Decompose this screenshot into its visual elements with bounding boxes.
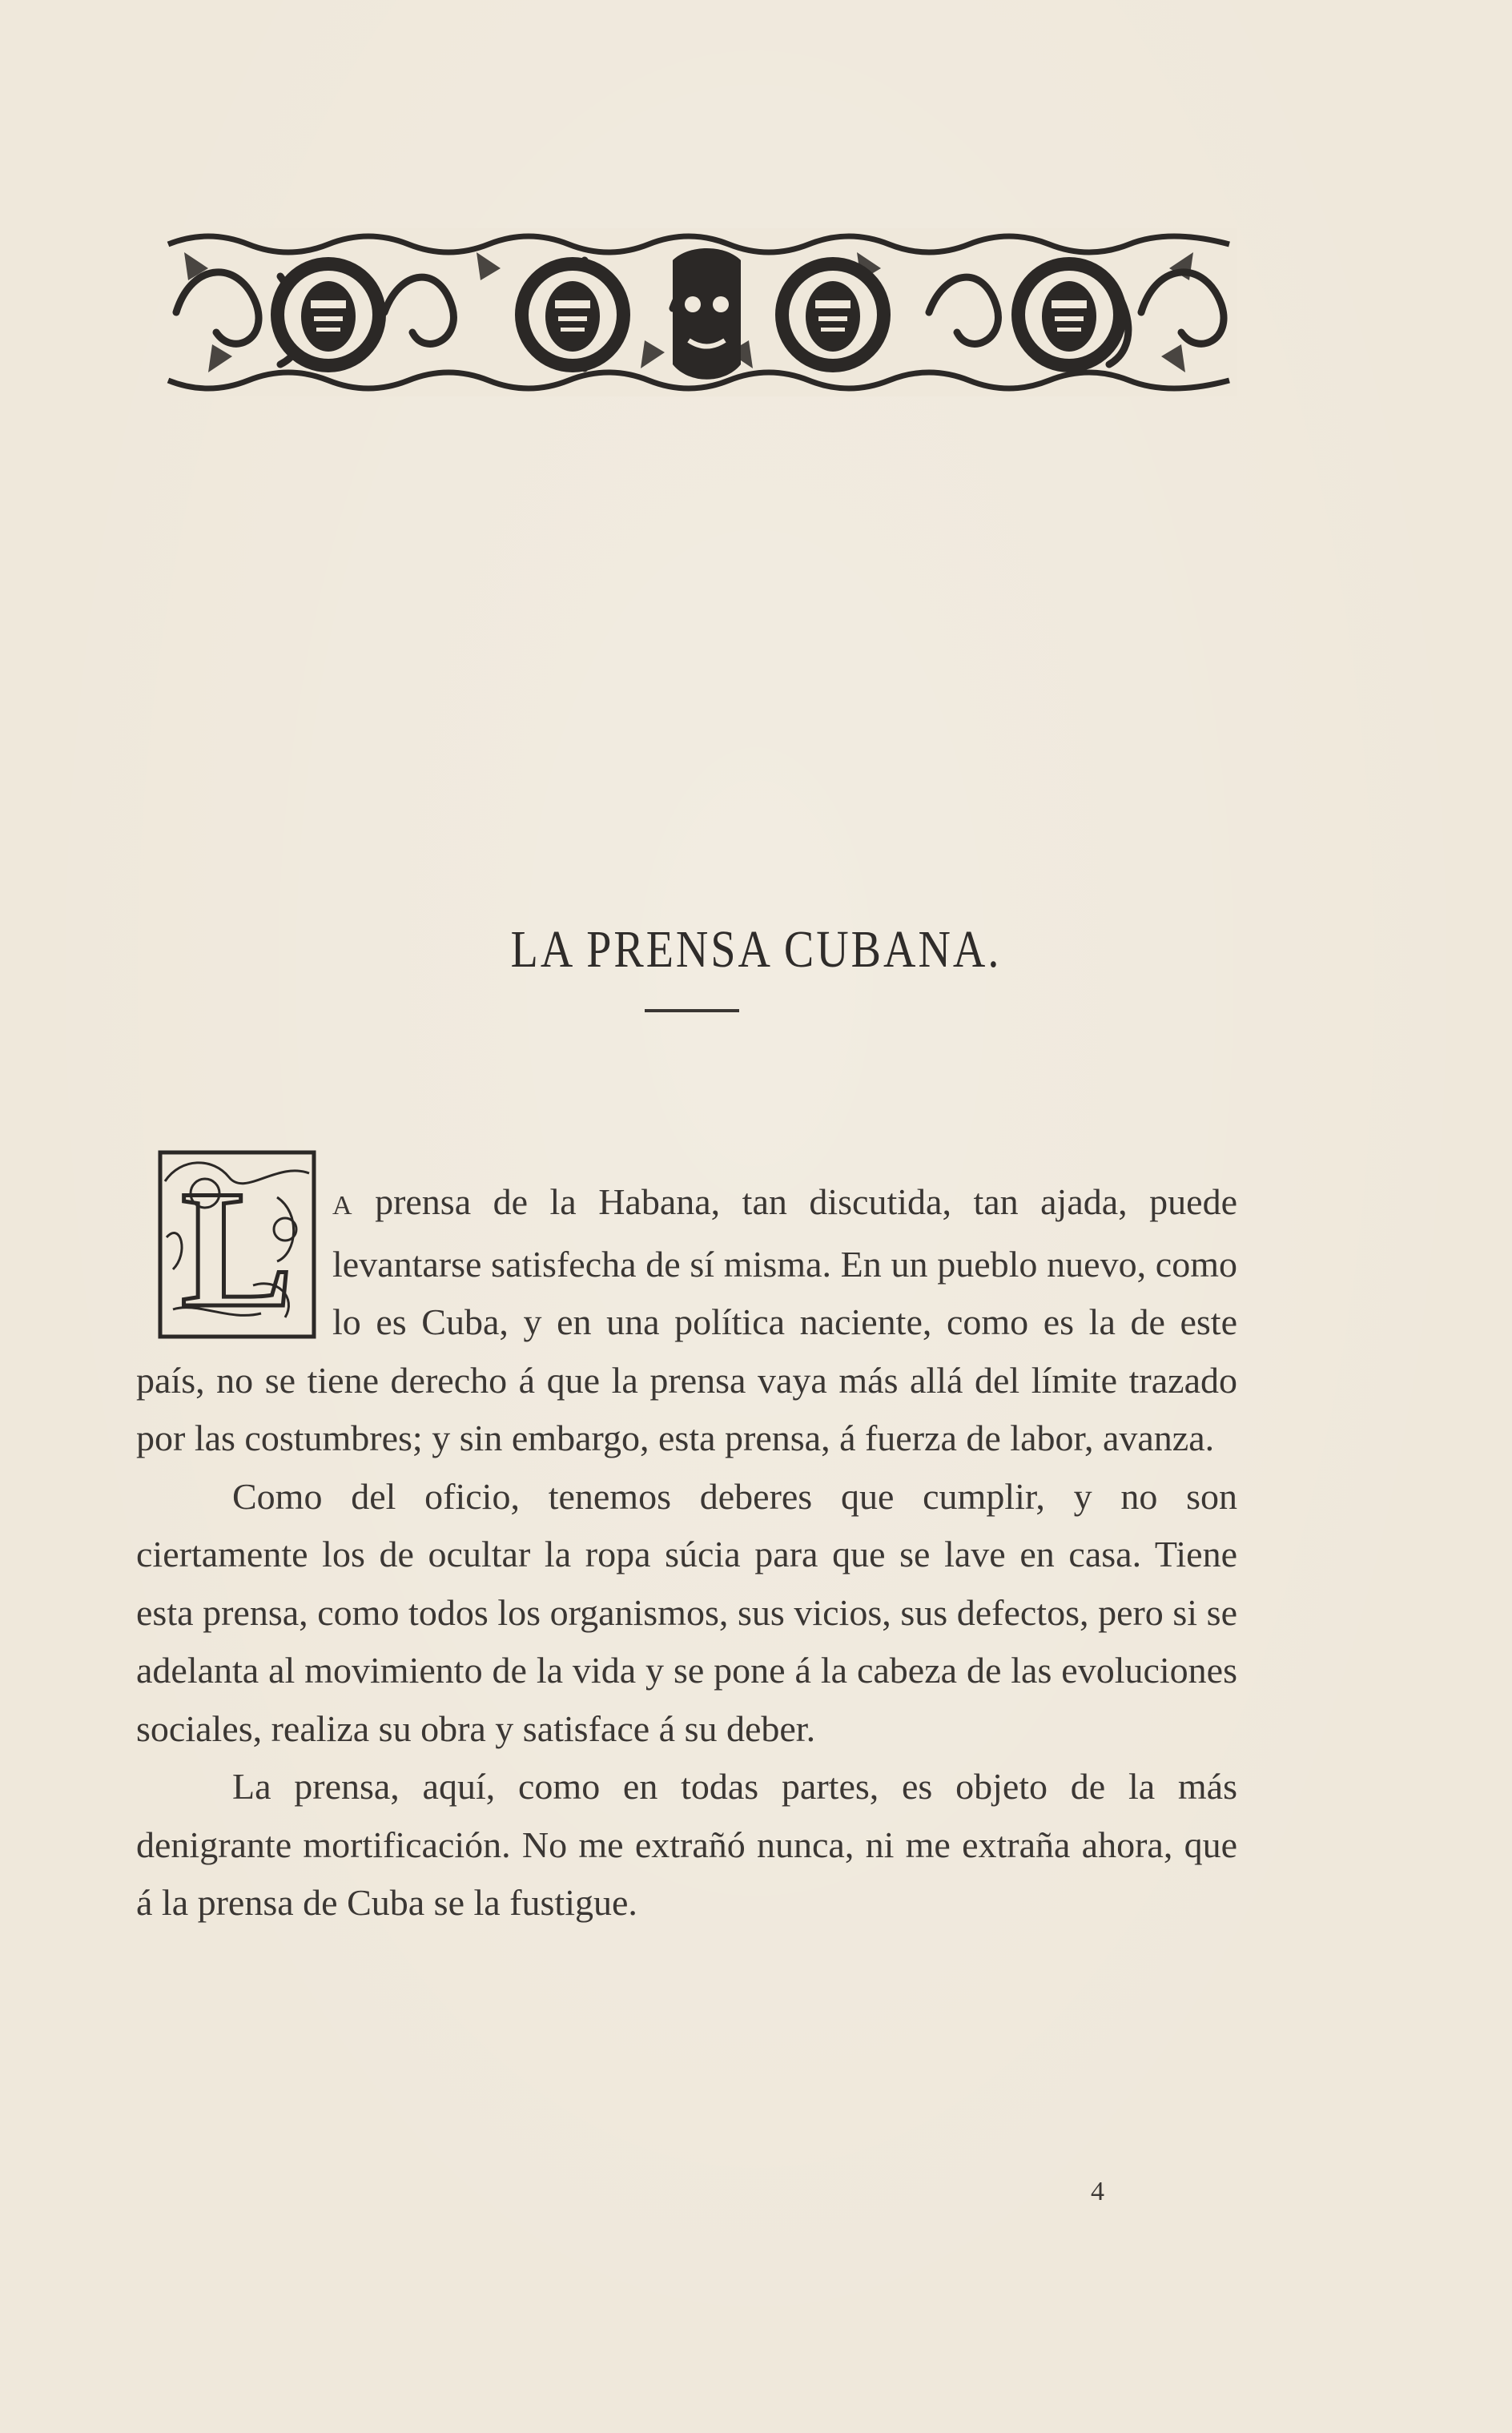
paragraph-1 xyxy=(136,1173,1237,1468)
initial-spacer xyxy=(136,1173,332,1346)
paragraph-1-text: prensa de la Habana, tan discutida, tan ajada, puede levantarse satisfecha de sí misma. En un pueblo nuevo, como lo es Cuba, y en una política naciente, como es la de este país, no se tiene derecho á que la prensa vaya más allá del límite trazado por las costumbres; y sin embargo, esta prensa, á fuerza de labor, avanza. xyxy=(136,1181,1237,1458)
body-text xyxy=(136,1173,1237,1932)
chapter-title: LA PRENSA CUBANA. xyxy=(510,920,1002,979)
initial-letter-glyph: L xyxy=(180,1156,294,1340)
woodcut-headband-ornament xyxy=(160,228,1237,396)
title-underline-rule xyxy=(645,1009,739,1012)
page-number: 4 xyxy=(1091,2177,1104,2206)
initial-continuation: A xyxy=(332,1191,353,1221)
paragraph-2: Como del oficio, tenemos deberes que cumplir, y no son ciertamente los de ocultar la ropa súcia para que se lave en casa. Tiene esta prensa, como todos los organismos, sus vicios, sus defectos, pero si se adelanta al movimiento de la vida y se pone á la cabeza de las evoluciones sociales, realiza su obra y satisface á su deber. xyxy=(136,1475,1237,1749)
paragraph-3: La prensa, aquí, como en todas partes, es objeto de la más denigrante mortificación. No me extrañó nunca, ni me extraña ahora, que á la prensa de Cuba se la fustigue. xyxy=(136,1766,1237,1923)
